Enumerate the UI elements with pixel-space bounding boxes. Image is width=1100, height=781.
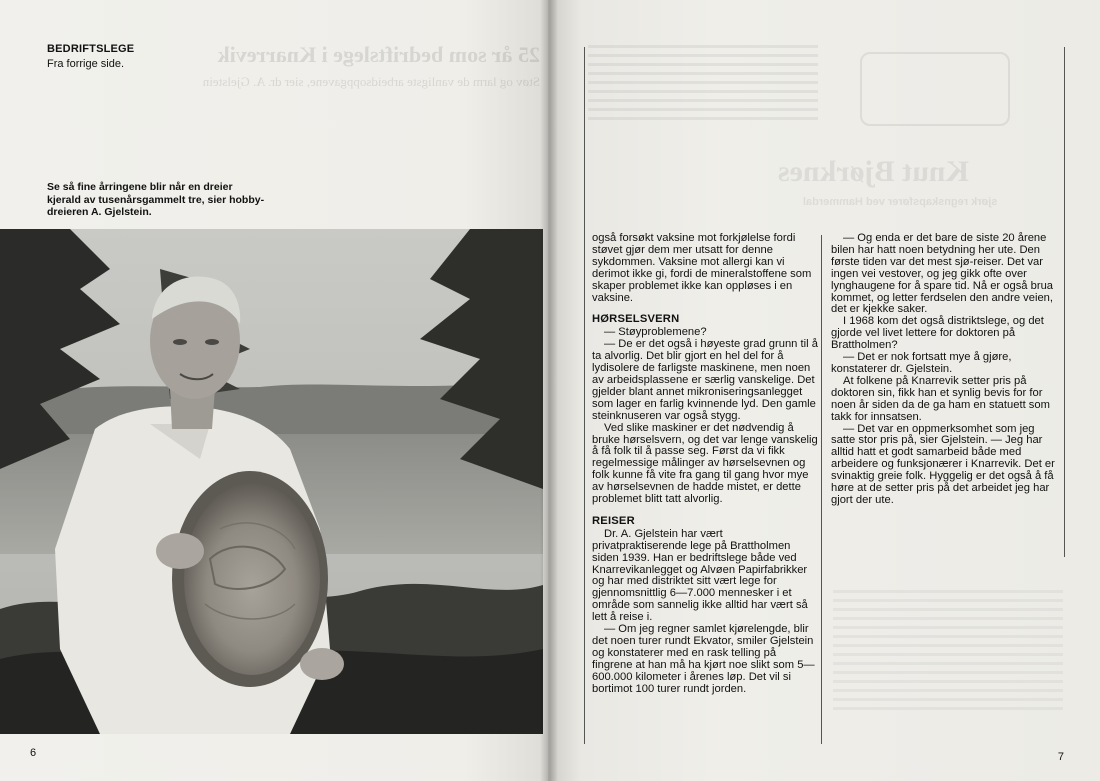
bleed-through-title: Knut Bjørknes [778,155,969,188]
article-column-2 [831,233,1057,507]
left-page [0,0,548,781]
paragraph: — Om jeg regner samlet kjørelengde, blir det noen turer rundt Ekvator, smiler Gjelstein og konstaterer med en rask telling på fingrene at han må ha kjørt noe slikt som 5—600.000 kilometer i årenes løp. Det vil si bortimot 100 turer rundt jorden. [592,623,815,695]
photo-caption: Se så fine årringene blir når en dreier kjerald av tusenårsgammelt tre, sier hobby-dreieren A. Gjelstein. [47,181,265,218]
column-rule-middle [821,235,822,744]
right-page [548,0,1100,781]
paragraph: også forsøkt vaksine mot forkjølelse fordi støvet gjør dem mer utsatt for denne sykdommen. Vaksine mot allergi kan vi derimot ikke gi, fordi de mineralstoffene som skaper problemet ikke kan oppløses i en vaksine. [592,232,812,304]
bleed-through-logo [860,52,1010,126]
portrait-photo [0,229,543,734]
subheading-reiser: REISER [592,514,635,527]
bleed-through-subtitle: sjørk regnskapsfører ved Hammerdal [803,196,998,208]
column-rule-right [1064,47,1065,557]
bleed-through-lines-2 [833,590,1063,710]
paragraph: — Og enda er det bare de siste 20 årene bilen har hatt noen betydning her ute. Den første tiden var det mest sjø-reiser. Det var ingen vei vestover, og jeg gikk ofte over lynghaugene for å spare tid. Nå er også brua kommet, og letter ferdselen den andre veien, det er kjekke saker. [831,232,1054,316]
page-number-left: 6 [30,747,37,759]
bleed-through-text: 25 år som bedriftslege i Knarrevik Støv og larm de vanligste arbeidsoppgavene, sier dr. A. Gjelstein [202,42,540,89]
paragraph: Dr. A. Gjelstein har vært privatpraktiserende lege på Brattholmen siden 1939. Han er bedriftslege både ved Knarrevikanlegget og Alvøen Papirfabrikker og har med distriktet sitt vært lege for gjennomsnittlig 6—7.000 mennesker i et område som sannelig ikke alltid har vært så lett å reise i. [592,527,808,624]
page-number-right: 7 [1057,751,1064,763]
section-tag: BEDRIFTSLEGE [47,43,135,55]
subheading-horselsvern: HØRSELSVERN [592,313,680,326]
section-continued-note: Fra forrige side. [47,58,125,70]
paragraph: — Det er nok fortsatt mye å gjøre, konstaterer dr. Gjelstein. [831,351,1012,375]
bleed-through-lines [588,45,818,125]
paragraph: — Det var en oppmerksomhet som jeg satte stor pris på, sier Gjelstein. — Jeg har alltid hatt et godt samarbeid både med arbeidere og funksjonærer i Knarrevik. Det er svinaktig greie folk. Hyggelig er det også å få høre at de setter pris på det arbeidet jeg har gjort der ute. [831,422,1055,506]
paragraph: I 1968 kom det også distriktslege, og det gjorde vel livet lettere for doktoren på Brattholmen? [831,315,1044,352]
paragraph: — Støyproblemene? [604,326,707,339]
paragraph: At folkene på Knarrevik setter pris på doktoren sin, fikk han et synlig bevis for for noen år siden da de ga ham en statuett som takk for innsatsen. [831,374,1050,423]
paragraph: — De er det også i høyeste grad grunn til å ta alvorlig. Det blir gjort en hel del for å lydisolere de farligste maskinene, men noen av arbeidsplassene er særlig vanskelige. Det gjelder blant annet mikroniseringsanlegget som lager en farlig kvinnende lyd. Den gamle steinknuseren var også stygg. [592,338,818,422]
paragraph: Ved slike maskiner er det nødvendig å bruke hørselsvern, og det var lenge vanskelig å få folk til å passe seg. Først da vi fikk regelmessige målinger av hørselsevnen og folk kunne få vite fra gang til gang hvor mye av hørselsevnen de hadde mistet, er dette problemet blitt tatt alvorlig. [592,421,818,506]
article-column-1 [592,233,818,696]
spine-gutter [540,0,558,781]
column-rule-left [584,47,585,744]
